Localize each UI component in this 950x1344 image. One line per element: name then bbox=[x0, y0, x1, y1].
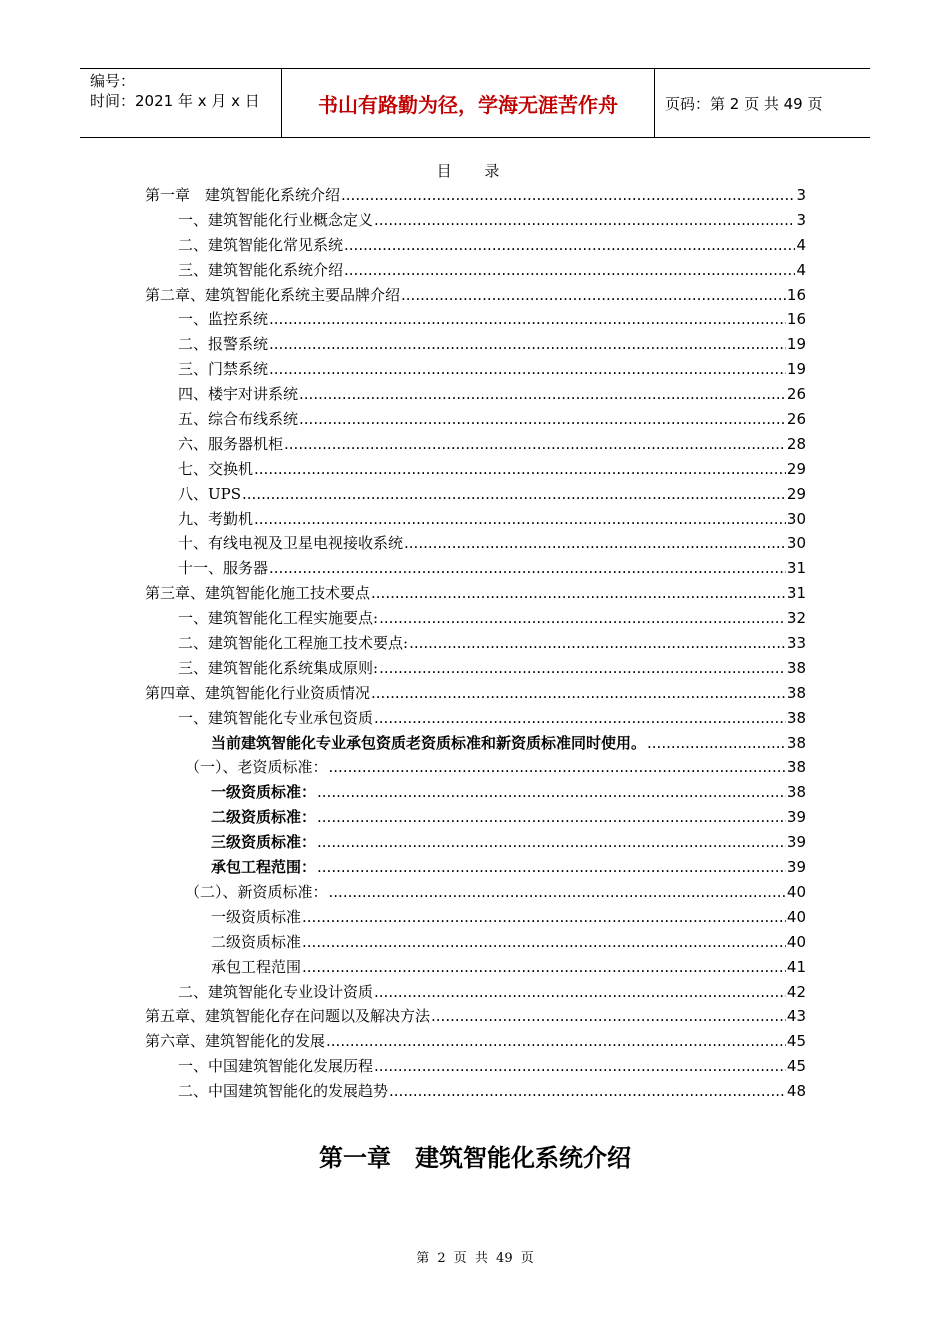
page-footer: 第 2 页 共 49 页 bbox=[416, 1251, 534, 1266]
toc-leader-dots bbox=[269, 332, 786, 357]
toc-entry[interactable] bbox=[145, 606, 806, 631]
toc-leader-dots bbox=[344, 233, 795, 258]
toc-entry[interactable] bbox=[145, 556, 806, 581]
toc-entry-label: 三级资质标准： bbox=[211, 833, 317, 852]
toc-leader-dots bbox=[379, 656, 786, 681]
toc-leader-dots bbox=[317, 805, 786, 830]
toc-entry-page: 4 bbox=[796, 235, 806, 254]
toc-entry-label: 四、楼宇对讲系统 bbox=[178, 385, 299, 404]
toc-entry-page: 29 bbox=[786, 459, 806, 478]
toc-entry[interactable] bbox=[145, 357, 806, 382]
toc-entry-page: 16 bbox=[786, 310, 806, 329]
toc-entry[interactable] bbox=[145, 855, 806, 880]
toc-entry-label: 二级资质标准： bbox=[211, 808, 317, 827]
toc-entry-label: 第五章、建筑智能化存在问题以及解决方法 bbox=[145, 1007, 431, 1026]
toc-entry-page: 29 bbox=[786, 484, 806, 503]
toc-leader-dots bbox=[269, 556, 786, 581]
toc-entry-page: 31 bbox=[786, 584, 806, 603]
toc-leader-dots bbox=[647, 731, 786, 756]
toc-leader-dots bbox=[374, 208, 795, 233]
toc-entry-label: 一级资质标准： bbox=[211, 783, 317, 802]
toc-entry-page: 38 bbox=[786, 733, 806, 752]
toc-entry-label: 九、考勤机 bbox=[178, 509, 254, 528]
toc-entry[interactable] bbox=[145, 482, 806, 507]
toc-entry-label: 六、服务器机柜 bbox=[178, 434, 284, 453]
toc-entry-label: 二、中国建筑智能化的发展趋势 bbox=[178, 1082, 389, 1101]
toc-leader-dots bbox=[329, 880, 786, 905]
toc-entry-page: 45 bbox=[786, 1057, 806, 1076]
toc-entry-label: （一）、老资质标准： bbox=[185, 758, 328, 777]
toc-entry-label: 承包工程范围： bbox=[211, 858, 317, 877]
toc-entry[interactable] bbox=[145, 283, 806, 308]
toc-entry-page: 38 bbox=[786, 758, 806, 777]
toc-entry-page: 30 bbox=[786, 534, 806, 553]
toc-entry[interactable] bbox=[145, 183, 806, 208]
toc-entry[interactable] bbox=[145, 531, 806, 556]
toc-entry[interactable] bbox=[145, 1079, 806, 1104]
toc-entry-page: 26 bbox=[786, 385, 806, 404]
toc-entry[interactable] bbox=[145, 1004, 806, 1029]
toc-entry-page: 39 bbox=[786, 833, 806, 852]
toc-entry[interactable] bbox=[145, 332, 806, 357]
toc-leader-dots bbox=[254, 457, 786, 482]
toc-entry[interactable] bbox=[145, 457, 806, 482]
toc-entry-label: 一、中国建筑智能化发展历程 bbox=[178, 1057, 374, 1076]
toc-entry[interactable] bbox=[145, 830, 806, 855]
toc-entry-page: 39 bbox=[786, 858, 806, 877]
toc-leader-dots bbox=[409, 631, 786, 656]
toc-entry-label: 三、门禁系统 bbox=[178, 360, 269, 379]
toc-entry-label: 第六章、建筑智能化的发展 bbox=[145, 1032, 326, 1051]
toc-leader-dots bbox=[404, 531, 786, 556]
toc-leader-dots bbox=[299, 382, 786, 407]
toc-entry-label: 二级资质标准 bbox=[211, 932, 302, 951]
toc-entry-page: 40 bbox=[786, 907, 806, 926]
toc-leader-dots bbox=[269, 357, 786, 382]
toc-leader-dots bbox=[254, 507, 786, 532]
toc-entry-label: 第三章、建筑智能化施工技术要点 bbox=[145, 584, 371, 603]
toc-entry[interactable] bbox=[145, 681, 806, 706]
toc-entry[interactable] bbox=[145, 980, 806, 1005]
toc-leader-dots bbox=[302, 905, 786, 930]
toc-entry[interactable] bbox=[145, 1054, 806, 1079]
toc-entry-page: 31 bbox=[786, 559, 806, 578]
toc-leader-dots bbox=[374, 980, 786, 1005]
toc-entry-label: 第四章、建筑智能化行业资质情况 bbox=[145, 683, 371, 702]
toc-entry-label: 当前建筑智能化专业承包资质老资质标准和新资质标准同时使用。 bbox=[211, 733, 647, 752]
toc-entry-page: 3 bbox=[796, 186, 806, 204]
toc-leader-dots bbox=[302, 955, 786, 980]
toc-entry[interactable] bbox=[145, 706, 806, 731]
toc-entry[interactable] bbox=[145, 208, 806, 233]
toc-entry-label: 承包工程范围 bbox=[211, 957, 302, 976]
toc-leader-dots bbox=[317, 830, 786, 855]
toc-entry-page: 40 bbox=[786, 932, 806, 951]
toc-leader-dots bbox=[371, 681, 786, 706]
toc-entry-label: 十一、服务器 bbox=[178, 559, 269, 578]
toc-leader-dots bbox=[389, 1079, 786, 1104]
toc-entry[interactable] bbox=[145, 307, 806, 332]
toc-entry[interactable] bbox=[145, 731, 806, 756]
toc-entry-page: 28 bbox=[786, 434, 806, 453]
toc-entry-page: 32 bbox=[786, 609, 806, 628]
toc-entry-label: 十、有线电视及卫星电视接收系统 bbox=[178, 534, 404, 553]
toc-entry-page: 19 bbox=[786, 335, 806, 354]
header-page-info: 页码：第 2 页 共 49 页 bbox=[665, 94, 823, 113]
toc-entry[interactable] bbox=[145, 930, 806, 955]
document-date-label: 时间：2021 年 x 月 x 日 bbox=[90, 92, 260, 110]
toc-entry[interactable] bbox=[145, 1029, 806, 1054]
toc-leader-dots bbox=[269, 307, 786, 332]
toc-entry-page: 38 bbox=[786, 683, 806, 702]
toc-entry-page: 16 bbox=[786, 285, 806, 304]
toc-entry[interactable] bbox=[145, 880, 806, 905]
toc-entry-label: 七、交换机 bbox=[178, 459, 254, 478]
toc-leader-dots bbox=[379, 606, 786, 631]
toc-leader-dots bbox=[341, 183, 795, 208]
toc-entry-page: 38 bbox=[786, 658, 806, 677]
toc-entry[interactable] bbox=[145, 631, 806, 656]
toc-entry-label: 第二章、建筑智能化系统主要品牌介绍 bbox=[145, 285, 401, 304]
toc-leader-dots bbox=[326, 1029, 786, 1054]
toc-entry-label: （二）、新资质标准： bbox=[185, 882, 328, 901]
toc-entry[interactable] bbox=[145, 507, 806, 532]
toc-entry[interactable] bbox=[145, 780, 806, 805]
header-meta bbox=[80, 69, 282, 137]
toc-entry-label: 二、报警系统 bbox=[178, 335, 269, 354]
toc-entry-label: 一级资质标准 bbox=[211, 907, 302, 926]
toc-leader-dots bbox=[431, 1004, 786, 1029]
toc-entry-label: 二、建筑智能化专业设计资质 bbox=[178, 982, 374, 1001]
toc-leader-dots bbox=[302, 930, 786, 955]
chapter-heading: 第一章 建筑智能化系统介绍 bbox=[319, 1144, 631, 1172]
toc-entry[interactable] bbox=[145, 805, 806, 830]
toc-entry-label: 第一章 建筑智能化系统介绍 bbox=[145, 186, 341, 204]
toc-entry-page: 26 bbox=[786, 410, 806, 429]
toc-leader-dots bbox=[317, 780, 786, 805]
toc-entry-page: 33 bbox=[786, 634, 806, 653]
toc-entry[interactable] bbox=[145, 258, 806, 283]
toc-entry-page: 45 bbox=[786, 1032, 806, 1051]
toc-leader-dots bbox=[344, 258, 795, 283]
toc-entry[interactable] bbox=[145, 755, 806, 780]
toc-entry-page: 42 bbox=[786, 982, 806, 1001]
toc-entry-label: 一、监控系统 bbox=[178, 310, 269, 329]
toc-entry[interactable] bbox=[145, 407, 806, 432]
toc-leader-dots bbox=[401, 283, 786, 308]
toc-entry-page: 30 bbox=[786, 509, 806, 528]
toc-entry[interactable] bbox=[145, 432, 806, 457]
toc-leader-dots bbox=[371, 581, 786, 606]
toc-entry[interactable] bbox=[145, 905, 806, 930]
toc-entry-label: 二、建筑智能化工程施工技术要点: bbox=[178, 634, 409, 653]
toc-entry-label: 三、建筑智能化系统介绍 bbox=[178, 260, 344, 279]
document-number-label: 编号： bbox=[90, 72, 136, 90]
toc-entry[interactable] bbox=[145, 382, 806, 407]
header-motto: 书山有路勤为径，学海无涯苦作舟 bbox=[282, 69, 655, 137]
toc-entry[interactable] bbox=[145, 656, 806, 681]
toc-entry-page: 38 bbox=[786, 708, 806, 727]
toc-leader-dots bbox=[329, 755, 786, 780]
toc-entry-label: 三、建筑智能化系统集成原则: bbox=[178, 658, 379, 677]
toc-entry-page: 41 bbox=[786, 957, 806, 976]
toc-entry[interactable] bbox=[145, 233, 806, 258]
toc-leader-dots bbox=[317, 855, 786, 880]
toc-entry-page: 39 bbox=[786, 808, 806, 827]
toc-leader-dots bbox=[374, 1054, 786, 1079]
toc-entry-label: 一、建筑智能化工程实施要点: bbox=[178, 609, 379, 628]
toc-leader-dots bbox=[299, 407, 786, 432]
toc-leader-dots bbox=[284, 432, 786, 457]
toc-title: 目 录 bbox=[436, 162, 514, 180]
toc-entry[interactable] bbox=[145, 955, 806, 980]
toc-leader-dots bbox=[374, 706, 786, 731]
toc-entry-page: 40 bbox=[786, 882, 806, 901]
toc-entry[interactable] bbox=[145, 581, 806, 606]
toc-entry-page: 3 bbox=[796, 210, 806, 229]
toc-entry-page: 19 bbox=[786, 360, 806, 379]
toc-entry-label: 八、UPS bbox=[178, 484, 242, 503]
toc-entry-page: 38 bbox=[786, 783, 806, 802]
toc-entry-label: 二、建筑智能化常见系统 bbox=[178, 235, 344, 254]
toc-entry-page: 48 bbox=[786, 1082, 806, 1101]
toc-entry-page: 43 bbox=[786, 1007, 806, 1026]
toc-entry-label: 五、综合布线系统 bbox=[178, 410, 299, 429]
toc-entry-page: 4 bbox=[796, 260, 806, 279]
toc-leader-dots bbox=[242, 482, 786, 507]
toc-entry-label: 一、建筑智能化行业概念定义 bbox=[178, 210, 374, 229]
table-of-contents bbox=[145, 183, 806, 1104]
toc-entry-label: 一、建筑智能化专业承包资质 bbox=[178, 708, 374, 727]
page-header bbox=[80, 68, 870, 138]
